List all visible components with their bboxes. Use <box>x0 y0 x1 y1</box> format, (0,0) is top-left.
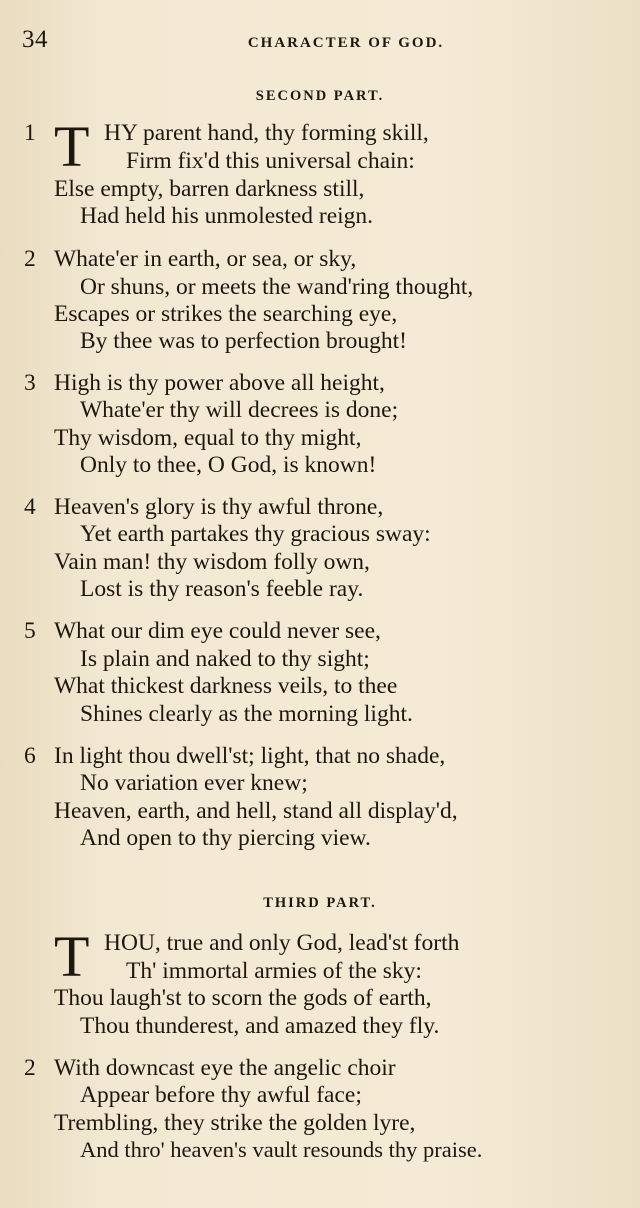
verse-number: 4 <box>24 494 36 520</box>
verse-line: Trembling, they strike the golden lyre, <box>54 1110 416 1136</box>
verse-number: 3 <box>24 370 36 396</box>
verse-line: Th' immortal armies of the sky: <box>126 958 422 984</box>
verse-line: Vain man! thy wisdom folly own, <box>54 549 370 575</box>
verse-line: Had held his unmolested reign. <box>80 203 374 229</box>
verse-line: Yet earth partakes thy gracious sway: <box>80 521 431 547</box>
verse-number: 5 <box>24 618 36 644</box>
verse-line: High is thy power above all height, <box>54 370 385 396</box>
verse-line: What our dim eye could never see, <box>54 618 381 644</box>
verse-number: 1 <box>24 120 36 146</box>
verse-line: Is plain and naked to thy sight; <box>80 646 370 672</box>
verse-number: 2 <box>24 1055 36 1081</box>
section-title-second-part: SECOND PART. <box>255 88 385 104</box>
running-title: CHARACTER OF GOD. <box>247 35 445 51</box>
verse-line: Thou laugh'st to scorn the gods of earth, <box>54 985 432 1011</box>
verse-line: And open to thy piercing view. <box>80 825 371 851</box>
verse-line: Shines clearly as the morning light. <box>80 701 413 727</box>
verse-line: What thickest darkness veils, to thee <box>54 673 398 699</box>
section-title-third-part: THIRD PART. <box>263 895 377 911</box>
verse-line: Thy wisdom, equal to thy might, <box>54 425 362 451</box>
verse-number: 6 <box>24 743 36 769</box>
page-header <box>22 26 620 56</box>
verse-line: Appear before thy awful face; <box>80 1082 362 1108</box>
verse-line: By thee was to perfection brought! <box>80 328 407 354</box>
drop-cap: T <box>54 924 90 989</box>
verse-line: No variation ever knew; <box>80 770 308 796</box>
verse-line: Whate'er in earth, or sea, or sky, <box>54 246 357 272</box>
verse-line: Else empty, barren darkness still, <box>54 176 365 202</box>
verse-line: Thou thunderest, and amazed they fly. <box>80 1013 440 1039</box>
verse-number: 2 <box>24 246 36 272</box>
verse-line: HOU, true and only God, lead'st forth <box>104 930 460 956</box>
verse-line: Escapes or strikes the searching eye, <box>54 301 398 327</box>
verse-line: Heaven's glory is thy awful throne, <box>54 494 384 520</box>
verse-line: HY parent hand, thy forming skill, <box>104 120 429 146</box>
drop-cap: T <box>54 114 90 179</box>
verse-line: Heaven, earth, and hell, stand all display'd, <box>54 798 458 824</box>
verse-line: With downcast eye the angelic choir <box>54 1055 396 1081</box>
verse-line: Only to thee, O God, is known! <box>80 452 377 478</box>
verse-line: And thro' heaven's vault resounds thy praise. <box>80 1137 483 1162</box>
page-number: 34 <box>22 26 48 53</box>
verse-line: Or shuns, or meets the wand'ring thought, <box>80 274 474 300</box>
verse-line: Lost is thy reason's feeble ray. <box>80 576 364 602</box>
verse-line: Whate'er thy will decrees is done; <box>80 397 399 423</box>
verse-line: In light thou dwell'st; light, that no shade, <box>54 743 446 769</box>
verse-line: Firm fix'd this universal chain: <box>126 148 415 174</box>
